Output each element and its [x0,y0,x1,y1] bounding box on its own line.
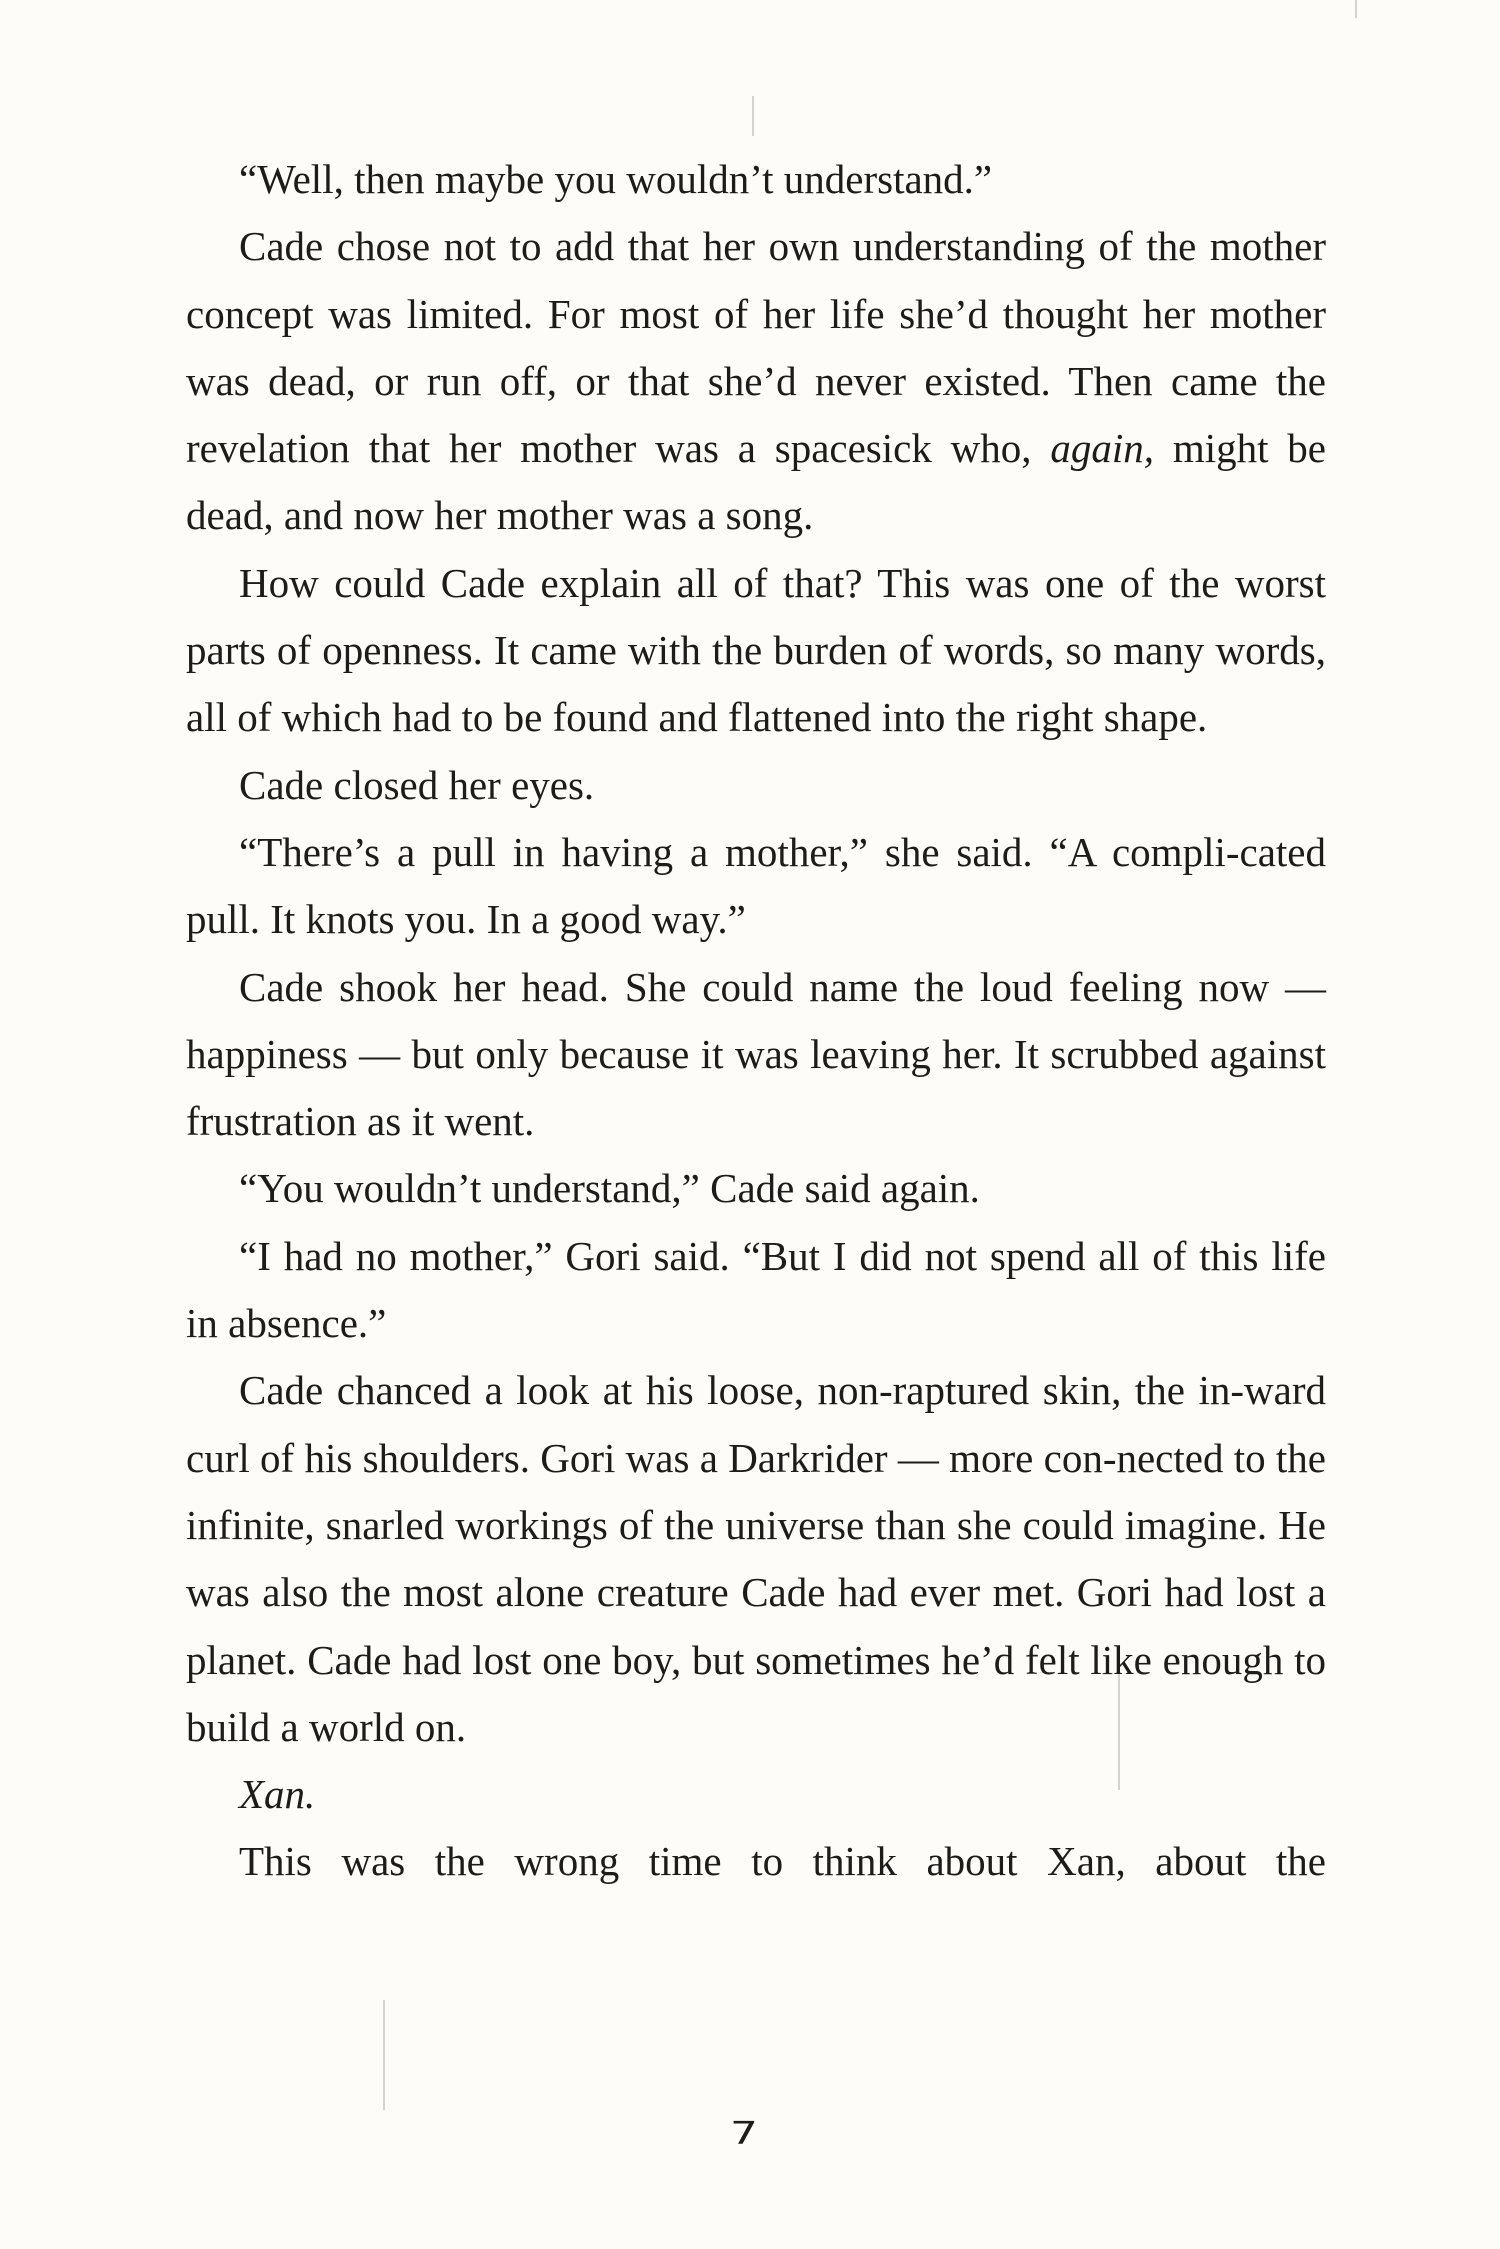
paragraph [186,954,1326,1156]
paragraph [186,213,1326,549]
scan-artifact-line [383,2000,385,2110]
text-segment: might be dead, and now her mother was a song. [186,425,1327,539]
text-segment: Cade chanced a look at his loose, non-raptured skin, the in-ward curl of his shoulders. Gori was a Darkrider — more con-nected to the infinite, snarled workings of the universe than she could imagine. He was also the most alone creature Cade had ever met. Gori had lost a planet. Cade had lost one boy, but sometimes he’d felt like enough to build a world on. [186,1367,1326,1750]
text-segment: Cade shook her head. She could name the loud feeling now — happiness — but only because it was leaving her. It scrubbed against frustration as it went. [186,963,1326,1145]
paragraph [186,1761,1326,1828]
text-segment: “There’s a pull in having a mother,” she said. “A compli-cated pull. It knots you. In a good way.” [186,828,1326,943]
text-segment: Cade closed her eyes. [239,761,595,808]
paragraph [186,1155,1326,1222]
paragraph [186,1357,1326,1761]
paragraph [186,1223,1326,1358]
text-segment: “I had no mother,” Gori said. “But I did not spend all of this life in absence.” [186,1232,1326,1347]
scan-artifact-line [752,96,754,136]
paragraph [186,146,1326,213]
text-segment: “Well, then maybe you wouldn’t understand.” [239,156,993,202]
italic-text: Xan. [239,1771,316,1818]
page-number: 7 [730,2115,760,2152]
paragraph [186,1828,1326,1895]
italic-text: again, [1050,425,1154,472]
text-segment: This was the wrong time to think about Xan, about the [239,1838,1326,1885]
text-segment: Cade chose not to add that her own understanding of the mother concept was limited. For most of her life she’d thought her mother was dead, or run off, or that she’d never existed. Then came the revelation that her mother was a spacesick who, [186,223,1326,472]
paragraph [186,752,1326,819]
body-text [186,146,1326,1896]
text-segment: How could Cade explain all of that? This was one of the worst parts of openness. It came with the burden of words, so many words, all of which had to be found and flattened into the right shape. [186,559,1326,741]
scan-artifact-line [1355,0,1357,18]
paragraph [186,819,1326,954]
text-segment: “You wouldn’t understand,” Cade said again. [239,1165,980,1212]
paragraph [186,550,1326,752]
